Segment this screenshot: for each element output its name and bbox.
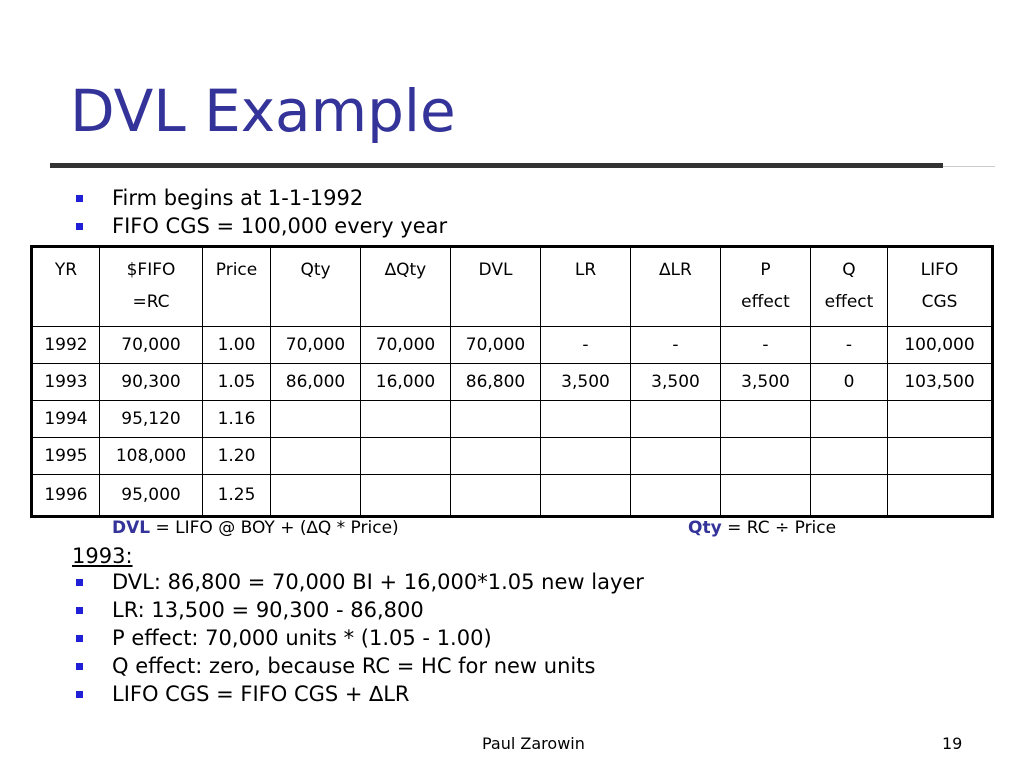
dvl-table: [30, 245, 994, 518]
header-q-effect: Q effect: [811, 247, 888, 327]
table-row: [32, 475, 993, 517]
table-cell: [451, 438, 541, 475]
table-cell: [271, 475, 361, 517]
table-row: [32, 364, 993, 401]
bullet-item: FIFO CGS = 100,000 every year: [72, 212, 447, 240]
header-dvl: DVL: [451, 247, 541, 327]
bullet-item: P effect: 70,000 units * (1.05 - 1.00): [72, 624, 644, 652]
table-cell: 70,000: [361, 327, 451, 364]
table-cell: 1.00: [203, 327, 271, 364]
table-cell: 0: [811, 364, 888, 401]
square-bullet-icon: [76, 579, 83, 586]
table-cell: [451, 475, 541, 517]
square-bullet-icon: [76, 663, 83, 670]
table-row: [32, 327, 993, 364]
table-cell: 86,800: [451, 364, 541, 401]
table-cell: [541, 475, 631, 517]
table-cell: 70,000: [451, 327, 541, 364]
table-cell: [361, 438, 451, 475]
table-cell: 1992: [32, 327, 100, 364]
square-bullet-icon: [76, 635, 83, 642]
table-cell: [811, 401, 888, 438]
table-cell: 1.20: [203, 438, 271, 475]
table-cell: 1.16: [203, 401, 271, 438]
table-cell: [888, 475, 993, 517]
table-cell: 90,300: [100, 364, 203, 401]
bullet-item: Firm begins at 1-1-1992: [72, 184, 447, 212]
square-bullet-icon: [76, 223, 83, 230]
table-cell: 95,000: [100, 475, 203, 517]
table-cell: 1.25: [203, 475, 271, 517]
dvl-formula: DVL = LIFO @ BOY + (∆Q * Price): [112, 518, 399, 538]
table-cell: [271, 438, 361, 475]
table-cell: 1994: [32, 401, 100, 438]
header-p-effect: P effect: [721, 247, 811, 327]
table-cell: [811, 438, 888, 475]
intro-bullet-list: [72, 184, 447, 240]
year-heading: 1993:: [72, 544, 133, 568]
title-divider: [50, 163, 943, 168]
header-price: Price: [203, 247, 271, 327]
table-cell: [631, 475, 721, 517]
table-cell: 3,500: [541, 364, 631, 401]
table-cell: 1996: [32, 475, 100, 517]
table-cell: [451, 401, 541, 438]
footer-author: Paul Zarowin: [482, 734, 585, 753]
table-row: [32, 438, 993, 475]
table-cell: 1.05: [203, 364, 271, 401]
bullet-item: LR: 13,500 = 90,300 - 86,800: [72, 596, 644, 624]
slide-title: DVL Example: [70, 77, 456, 145]
header-qty: Qty: [271, 247, 361, 327]
bullet-item: Q effect: zero, because RC = HC for new units: [72, 652, 644, 680]
table-cell: [721, 438, 811, 475]
table-cell: [631, 401, 721, 438]
table-cell: 1993: [32, 364, 100, 401]
bullet-item: DVL: 86,800 = 70,000 BI + 16,000*1.05 new layer: [72, 568, 644, 596]
qty-formula: Qty = RC ÷ Price: [688, 518, 837, 538]
table-cell: 95,120: [100, 401, 203, 438]
table-body: [32, 327, 993, 517]
analysis-bullet-list: [72, 568, 644, 708]
table-cell: [541, 438, 631, 475]
table-cell: 16,000: [361, 364, 451, 401]
header-fifo: $FIFO =RC: [100, 247, 203, 327]
table-cell: 3,500: [631, 364, 721, 401]
bullet-item: LIFO CGS = FIFO CGS + ∆LR: [72, 680, 644, 708]
table-cell: [721, 475, 811, 517]
table-cell: -: [631, 327, 721, 364]
header-delta-qty: ∆Qty: [361, 247, 451, 327]
table-cell: [888, 438, 993, 475]
square-bullet-icon: [76, 691, 83, 698]
square-bullet-icon: [76, 195, 83, 202]
table-cell: [631, 438, 721, 475]
table-header-row: [32, 247, 993, 327]
table-cell: [361, 475, 451, 517]
table-cell: [361, 401, 451, 438]
header-lifo-cgs: LIFO CGS: [888, 247, 993, 327]
table-cell: 70,000: [100, 327, 203, 364]
table-cell: 70,000: [271, 327, 361, 364]
table-cell: [271, 401, 361, 438]
table-cell: 86,000: [271, 364, 361, 401]
header-yr: YR: [32, 247, 100, 327]
table-cell: 103,500: [888, 364, 993, 401]
table-cell: 108,000: [100, 438, 203, 475]
page-number: 19: [942, 734, 963, 753]
table-cell: 1995: [32, 438, 100, 475]
table-cell: [811, 475, 888, 517]
table-cell: [721, 401, 811, 438]
table-cell: [541, 401, 631, 438]
table-row: [32, 401, 993, 438]
table-cell: [888, 401, 993, 438]
table-cell: -: [541, 327, 631, 364]
table-cell: 100,000: [888, 327, 993, 364]
header-lr: LR: [541, 247, 631, 327]
table-cell: 3,500: [721, 364, 811, 401]
header-delta-lr: ∆LR: [631, 247, 721, 327]
square-bullet-icon: [76, 607, 83, 614]
table-cell: -: [721, 327, 811, 364]
table-cell: -: [811, 327, 888, 364]
